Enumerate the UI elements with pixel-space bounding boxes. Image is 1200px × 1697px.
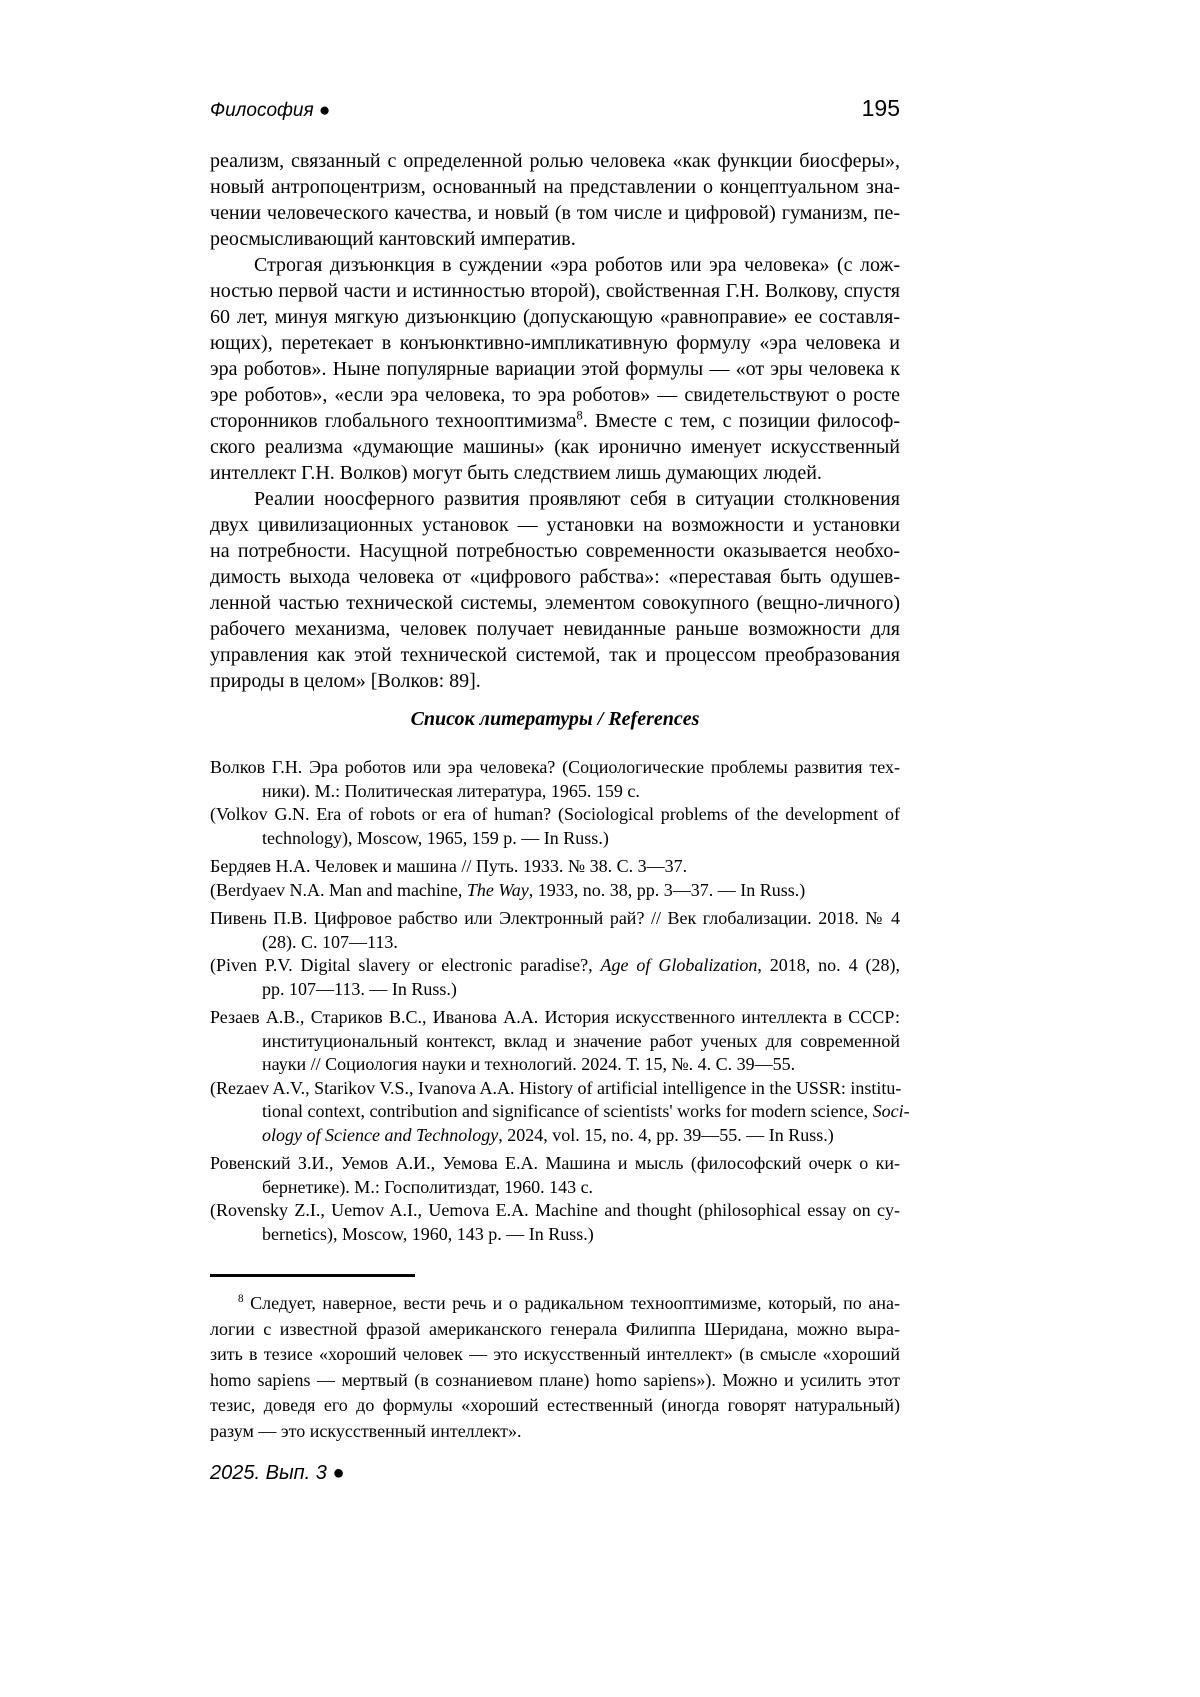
body-line: ленной частью технической системы, элементом совокупного (вещно-личного) — [210, 592, 900, 614]
reference-entry — [210, 855, 900, 879]
footnote-separator-rule — [210, 1274, 415, 1277]
reference-entry — [210, 907, 900, 954]
reference-entry — [210, 879, 900, 903]
body-line: реосмысливающий кантовский императив. — [210, 228, 576, 250]
page-number: 195 — [861, 95, 900, 121]
paragraph — [210, 148, 900, 252]
reference-line: ology of Science and Technology, 2024, vol. 15, no. 4, pp. 39—55. — In Russ.) — [262, 1124, 834, 1145]
reference-line: (Berdyaev N.A. Man and machine, The Way, 1933, no. 38, pp. 3—37. — In Russ.) — [210, 879, 806, 900]
references-heading: Список литературы / References — [410, 708, 700, 730]
reference-line: tional context, contribution and significance of scientists' works for modern science, Soci- — [262, 1101, 910, 1121]
reference-group — [210, 1152, 900, 1246]
reference-line: Ровенский З.И., Уемов А.И., Уемова Е.А. Машина и мысль (философский очерк о ки- — [210, 1153, 900, 1173]
body-line: реализм, связанный с определенной ролью человека «как функции биосферы», — [210, 150, 900, 172]
reference-line: Волков Г.Н. Эра роботов или эра человека? (Социологические проблемы развития тех- — [210, 757, 900, 777]
paragraph — [210, 486, 900, 694]
page-header — [210, 95, 900, 122]
reference-line: науки // Социология науки и технологий. 2024. Т. 15, №. 4. С. 39—55. — [262, 1054, 796, 1074]
body-line: Строгая дизъюнкция в суждении «эра роботов или эра человека» (с лож- — [254, 254, 900, 276]
body-line: эре роботов», «если эра человека, то эра роботов» — свидетельствуют о росте — [210, 384, 900, 406]
reference-entry — [210, 1199, 900, 1246]
reference-line: Резаев А.В., Стариков В.С., Иванова А.А. История искусственного интеллекта в СССР: — [210, 1007, 900, 1027]
reference-entry — [210, 803, 900, 850]
reference-entry — [210, 954, 900, 1001]
body-line: Реалии ноосферного развития проявляют себя в ситуации столкновения — [254, 488, 900, 510]
footnote-line: зить в тезисе «хороший человек — это искусственный интеллект» (в смысле «хороший — [210, 1344, 900, 1364]
reference-entry — [210, 1006, 900, 1077]
running-title: Философия ● — [210, 100, 331, 121]
footnote-line: логии с известной фразой американского генерала Филиппа Шеридана, можно выра- — [210, 1318, 900, 1339]
footnote-line: тезис, доведя его до формулы «хороший естественный (иногда говорят натуральный) — [210, 1395, 900, 1415]
body-line: 60 лет, минуя мягкую дизъюнкцию (допускающую «равноправие» ее составля- — [210, 306, 900, 328]
footnote-line: разум — это искусственный интеллект». — [210, 1420, 522, 1441]
reference-line: Пивень П.В. Цифровое рабство или Электронный рай? // Век глобализации. 2018. № 4 — [210, 908, 900, 928]
reference-line: pp. 107—113. — In Russ.) — [262, 978, 457, 999]
reference-line: (Rezaev A.V., Starikov V.S., Ivanova A.A. History of artificial intelligence in the USSR: institu- — [210, 1077, 902, 1098]
body-line: интеллект Г.Н. Волков) могут быть следствием лишь думающих людей. — [210, 462, 822, 484]
body-line: эра роботов». Ныне популярные вариации этой формулы — «от эры человека к — [210, 358, 900, 380]
reference-line: Бердяев Н.А. Человек и машина // Путь. 1933. № 38. С. 3—37. — [210, 856, 688, 876]
footnote-line: homo sapiens — мертвый (в сознаниевом плане) homo sapiens»). Можно и усилить этот — [210, 1369, 900, 1390]
reference-entry — [210, 1077, 910, 1148]
reference-group — [210, 907, 900, 1001]
reference-group — [210, 756, 900, 850]
page-footer — [210, 1462, 900, 1485]
references-list — [210, 756, 910, 1246]
body-line: ющих), перетекает в конъюнктивно-импликативную формулу «эра человека и — [210, 332, 900, 354]
body-line: ского реализма «думающие машины» (как иронично именует искусственный — [210, 436, 900, 458]
body-line: чении человеческого качества, и новый (в том числе и цифровой) гуманизм, пе- — [210, 202, 900, 224]
reference-line: bernetics), Moscow, 1960, 143 p. — In Russ.) — [262, 1223, 594, 1244]
body-line: двух цивилизационных установок — установки на возможности и установки — [210, 514, 900, 536]
body-line: природы в целом» [Волков: 89]. — [210, 670, 481, 692]
reference-line: (Piven P.V. Digital slavery or electronic paradise?, Age of Globalization, 2018, no. 4 (28), — [210, 955, 901, 975]
reference-line: (28). С. 107—113. — [262, 931, 398, 952]
paragraph — [210, 252, 900, 486]
body-line: управления как этой технической системой, так и процессом преобразования — [210, 644, 900, 666]
reference-entry — [210, 756, 900, 803]
issue-label: 2025. Вып. 3 ● — [210, 1462, 345, 1484]
reference-line: институциональный контекст, вклад и значение работ ученых для современной — [262, 1030, 900, 1051]
reference-group — [210, 1006, 910, 1147]
body-line: новый антропоцентризм, основанный на представлении о концептуальном зна- — [210, 176, 900, 198]
article-body — [210, 148, 900, 694]
footnote-line: $^8$ Следует, наверное, вести речь и о радикальном технооптимизме, который, по ана- — [238, 1293, 900, 1313]
body-line: димость выхода человека от «цифрового рабства»: «переставая быть одушев- — [210, 566, 900, 588]
reference-line: бернетике). М.: Госполитиздат, 1960. 143 с. — [262, 1176, 594, 1197]
reference-line: (Rovensky Z.I., Uemov A.I., Uemova E.A. Machine and thought (philosophical essay on cy- — [210, 1200, 900, 1220]
body-line: ностью первой части и истинностью второй), свойственная Г.Н. Волкову, спустя — [210, 280, 900, 302]
body-line: сторонников глобального технооптимизма$^8$. Вместе с тем, с позиции философ- — [210, 408, 900, 432]
reference-entry — [210, 1152, 900, 1199]
reference-line: technology), Moscow, 1965, 159 p. — In Russ.) — [262, 827, 609, 848]
reference-line: ники). М.: Политическая литература, 1965. 159 с. — [262, 780, 640, 801]
reference-group — [210, 855, 900, 902]
body-line: рабочего механизма, человек получает невиданные раньше возможности для — [210, 618, 900, 640]
reference-line: (Volkov G.N. Era of robots or era of human? (Sociological problems of the development of — [210, 804, 900, 824]
footnote — [210, 1291, 900, 1444]
body-line: на потребности. Насущной потребностью современности оказывается необхо- — [210, 540, 900, 562]
